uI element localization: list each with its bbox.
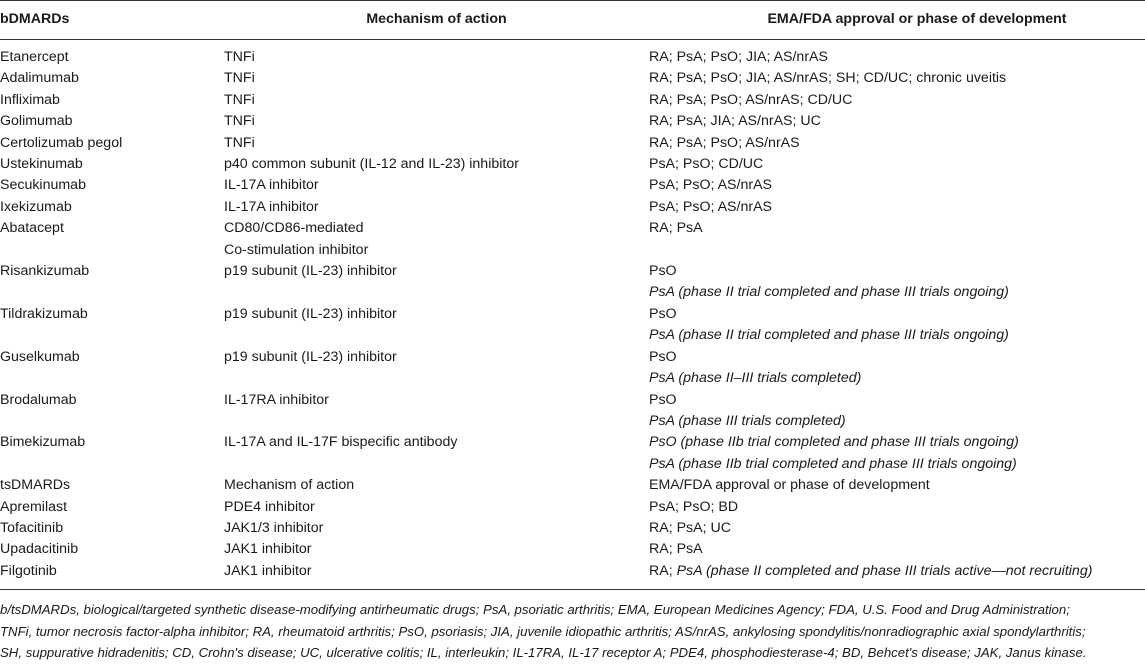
mechanism-cell xyxy=(224,497,649,518)
mechanism-cell xyxy=(224,561,649,590)
approval-line: PsA; PsO; BD xyxy=(649,498,739,515)
approval-cell xyxy=(649,390,1145,433)
table-row xyxy=(0,347,1145,390)
mechanism-line: IL-17A inhibitor xyxy=(224,177,319,194)
drug-name-cell: Etanercept xyxy=(0,49,69,65)
approval-cell xyxy=(649,304,1145,347)
mechanism-line: p19 subunit (IL-23) inhibitor xyxy=(224,348,397,365)
mechanism-cell xyxy=(224,68,649,89)
table-row xyxy=(0,68,1145,89)
approval-cell xyxy=(649,475,1145,496)
mechanism-line: TNFi xyxy=(224,113,255,130)
mechanism-cell xyxy=(224,261,649,304)
approval-line: RA; PsA; PsO; AS/nrAS; CD/UC xyxy=(649,91,853,108)
drug-name-cell: Guselkumab xyxy=(0,348,80,365)
approval-line: PsO (phase IIb trial completed and phase III trials ongoing) xyxy=(649,434,1019,451)
approval-line: RA; PsA; PsO; JIA; AS/nrAS; SH; CD/UC; chronic uveitis xyxy=(649,70,1007,87)
drug-name-cell: Adalimumab xyxy=(0,70,79,87)
approval-line: PsA (phase II trial completed and phase III trials ongoing) xyxy=(649,327,1009,344)
approval-cell xyxy=(649,111,1145,132)
mechanism-line: Co-stimulation inhibitor xyxy=(224,241,369,258)
drug-name-cell: Ixekizumab xyxy=(0,198,72,215)
approval-line: RA; PsA; PsO; AS/nrAS xyxy=(649,134,800,151)
mechanism-cell xyxy=(224,432,649,475)
header-mechanism: Mechanism of action xyxy=(224,1,649,40)
approval-cell xyxy=(649,90,1145,111)
table-row xyxy=(0,497,1145,518)
drug-name-cell: Infliximab xyxy=(0,91,60,108)
drug-name-cell: Abatacept xyxy=(0,220,64,237)
drug-name-cell: Secukinumab xyxy=(0,177,86,194)
approval-cell xyxy=(649,40,1145,69)
mechanism-cell xyxy=(224,133,649,154)
approval-cell xyxy=(649,133,1145,154)
approval-cell xyxy=(649,347,1145,390)
approval-cell xyxy=(649,539,1145,560)
mechanism-line: Mechanism of action xyxy=(224,477,355,494)
footnote-line: b/tsDMARDs, biological/targeted synthetic disease-modifying antirheumatic drugs; PsA, psoriatic arthritis; EMA, European Medicines Agency; FDA, U.S. Food and Drug Administration; xyxy=(0,602,1070,618)
approval-cell xyxy=(649,432,1145,475)
approval-cell xyxy=(649,68,1145,89)
mechanism-line: JAK1 inhibitor xyxy=(224,541,312,558)
approval-line: PsA; PsO; AS/nrAS xyxy=(649,198,773,215)
mechanism-line: JAK1 inhibitor xyxy=(224,562,312,579)
drug-name-cell: tsDMARDs xyxy=(0,477,71,494)
approval-line: PsO xyxy=(649,305,677,322)
drug-name-cell: Ustekinumab xyxy=(0,156,83,173)
mechanism-cell xyxy=(224,40,649,69)
mechanism-cell xyxy=(224,197,649,218)
mechanism-line: PDE4 inhibitor xyxy=(224,498,315,515)
drug-name-cell: Bimekizumab xyxy=(0,434,86,451)
drug-name-cell: Filgotinib xyxy=(0,561,224,590)
approval-cell xyxy=(649,175,1145,196)
approval-cell xyxy=(649,218,1145,261)
drug-name-cell: Tofacitinib xyxy=(0,519,64,536)
mechanism-cell xyxy=(224,90,649,111)
table-row xyxy=(0,90,1145,111)
table-body xyxy=(0,40,1145,590)
approval-cell xyxy=(649,261,1145,304)
mechanism-line: JAK1/3 inhibitor xyxy=(224,519,324,536)
table-row xyxy=(0,304,1145,347)
mechanism-line: p19 subunit (IL-23) inhibitor xyxy=(224,263,397,280)
approval-line: RA; PsA xyxy=(649,220,703,237)
table-row xyxy=(0,261,1145,304)
mechanism-cell xyxy=(224,154,649,175)
approval-line: PsA (phase II trial completed and phase III trials ongoing) xyxy=(649,284,1009,301)
mechanism-cell xyxy=(224,111,649,132)
table-row xyxy=(0,390,1145,433)
mechanism-cell xyxy=(224,218,649,261)
approval-line: RA; PsA xyxy=(649,541,703,558)
header-approval: EMA/FDA approval or phase of development xyxy=(649,1,1145,40)
approval-line: PsA; PsO; AS/nrAS xyxy=(649,177,773,194)
drug-name-cell: Upadacitinib xyxy=(0,541,79,558)
mechanism-line: TNFi xyxy=(224,91,255,108)
footnote-line: TNFi, tumor necrosis factor-alpha inhibitor; RA, rheumatoid arthritis; PsO, psoriasis; JIA, juvenile idiopathic arthritis; AS/nrAS, ankylosing spondylitis/nonradiographic axial spondylarthritis; xyxy=(0,623,1086,639)
table-row xyxy=(0,40,1145,69)
table-row xyxy=(0,432,1145,475)
table-footnote xyxy=(0,599,1145,664)
drug-name-cell: Tildrakizumab xyxy=(0,305,88,322)
table-row xyxy=(0,518,1145,539)
mechanism-cell xyxy=(224,539,649,560)
drug-name-cell: Risankizumab xyxy=(0,263,90,280)
mechanism-cell xyxy=(224,304,649,347)
drug-name-cell: Golimumab xyxy=(0,113,73,130)
mechanism-line: TNFi xyxy=(224,70,255,87)
approval-line: RA; xyxy=(649,562,677,579)
approval-line: PsO xyxy=(649,348,677,365)
approval-cell xyxy=(649,518,1145,539)
approval-line: PsA; PsO; CD/UC xyxy=(649,156,764,173)
mechanism-line: IL-17RA inhibitor xyxy=(224,391,329,408)
approval-line: RA; PsA; JIA; AS/nrAS; UC xyxy=(649,113,821,130)
table-row xyxy=(0,175,1145,196)
mechanism-cell xyxy=(224,347,649,390)
header-drug: bDMARDs xyxy=(0,1,224,40)
drug-name-cell: Certolizumab pegol xyxy=(0,134,123,151)
approval-line: PsA (phase IIb trial completed and phase III trials ongoing) xyxy=(649,455,1017,472)
mechanism-line: IL-17A and IL-17F bispecific antibody xyxy=(224,434,458,451)
approval-line: RA; PsA; PsO; JIA; AS/nrAS xyxy=(649,49,828,65)
approval-line: EMA/FDA approval or phase of development xyxy=(649,477,930,494)
table-row xyxy=(0,154,1145,175)
mechanism-line: IL-17A inhibitor xyxy=(224,198,319,215)
table-row xyxy=(0,561,1145,590)
approval-line: PsO xyxy=(649,391,677,408)
table-row xyxy=(0,111,1145,132)
mechanism-line: TNFi xyxy=(224,134,255,151)
mechanism-cell xyxy=(224,390,649,433)
approval-cell xyxy=(649,497,1145,518)
table-row xyxy=(0,133,1145,154)
mechanism-cell xyxy=(224,475,649,496)
approval-line: PsA (phase II completed and phase III trials active—not recruiting) xyxy=(676,562,1093,579)
table-header xyxy=(0,1,1145,40)
mechanism-line: CD80/CD86-mediated xyxy=(224,220,364,237)
approval-cell xyxy=(649,561,1145,590)
approval-line: PsA (phase III trials completed) xyxy=(649,412,846,429)
approval-line: PsA (phase II–III trials completed) xyxy=(649,370,862,387)
mechanism-cell xyxy=(224,175,649,196)
table-row xyxy=(0,218,1145,261)
approval-line: RA; PsA; UC xyxy=(649,519,731,536)
footnote-line: SH, suppurative hidradenitis; CD, Crohn's disease; UC, ulcerative colitis; IL, interleukin; IL-17RA, IL-17 receptor A; PDE4, phosphodiesterase-4; BD, Behcet's disease; JAK, Janus kinase. xyxy=(0,645,1087,661)
mechanism-cell xyxy=(224,518,649,539)
mechanism-line: TNFi xyxy=(224,49,255,65)
drug-name-cell: Apremilast xyxy=(0,498,68,515)
table-row xyxy=(0,539,1145,560)
approval-line: PsO xyxy=(649,263,677,280)
drug-name-cell: Brodalumab xyxy=(0,391,77,408)
approval-cell xyxy=(649,197,1145,218)
mechanism-line: p19 subunit (IL-23) inhibitor xyxy=(224,305,397,322)
table-row xyxy=(0,197,1145,218)
table-row xyxy=(0,475,1145,496)
approval-cell xyxy=(649,154,1145,175)
mechanism-line: p40 common subunit (IL-12 and IL-23) inhibitor xyxy=(224,156,519,173)
